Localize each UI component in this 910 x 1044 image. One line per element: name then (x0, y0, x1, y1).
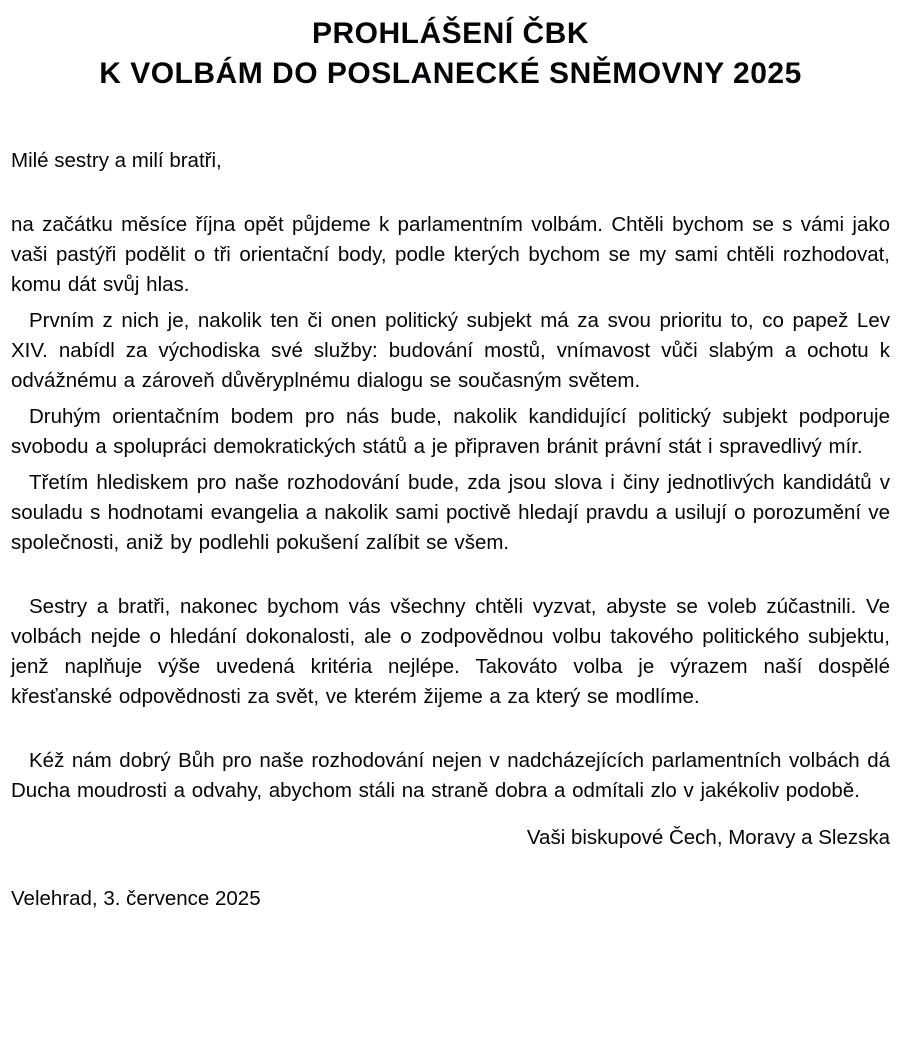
document-title (11, 14, 890, 94)
dateline: Velehrad, 3. července 2025 (11, 887, 261, 910)
body-paragraphs (11, 210, 890, 806)
title-line-2: K VOLBÁM DO POSLANECKÉ SNĚMOVNY 2025 (99, 57, 802, 90)
paragraph: na začátku měsíce října opět půjdeme k parlamentním volbám. Chtěli bychom se s vámi jako vaši pastýři podělit o tři orientační body, podle kterých bychom se my sami chtěli rozhodovat, komu dát svůj hlas. (11, 213, 890, 296)
paragraph: Prvním z nich je, nakolik ten či onen politický subjekt má za svou prioritu to, co papež Lev XIV. nabídl za východiska své služby: budování mostů, vnímavost vůči slabým a ochotu k odvážnému a zároveň důvěryplnému dialogu se současným světem. (11, 309, 890, 392)
paragraph: Kéž nám dobrý Bůh pro naše rozhodování nejen v nadcházejících parlamentních volbách dá Ducha moudrosti a odvahy, abychom stáli na straně dobra a odmítali zlo v jakékoliv podobě. (11, 749, 890, 802)
paragraph: Třetím hlediskem pro naše rozhodování bude, zda jsou slova i činy jednotlivých kandidátů v souladu s hodnotami evangelia a nakolik sami poctivě hledají pravdu a usilují o porozumění ve společnosti, aniž by podlehli pokušení zalíbit se všem. (11, 471, 890, 554)
signature-line: Vaši biskupové Čech, Moravy a Slezska (526, 826, 890, 849)
title-line-1: PROHLÁŠENÍ ČBK (311, 17, 589, 50)
paragraph: Sestry a bratři, nakonec bychom vás všechny chtěli vyzvat, abyste se voleb zúčastnili. Ve volbách nejde o hledání dokonalosti, ale o zodpovědnou volbu takového politického subjektu, jenž naplňuje výše uvedená kritéria nejlépe. Takováto volba je výrazem naší dospělé křesťanské odpovědnosti za svět, ve kterém žijeme a za který se modlíme. (11, 595, 890, 708)
paragraph: Druhým orientačním bodem pro nás bude, nakolik kandidující politický subjekt podporuje svobodu a spolupráci demokratických států a je připraven bránit právní stát i spravedlivý mír. (11, 405, 890, 458)
salutation: Milé sestry a milí bratři, (11, 149, 222, 172)
